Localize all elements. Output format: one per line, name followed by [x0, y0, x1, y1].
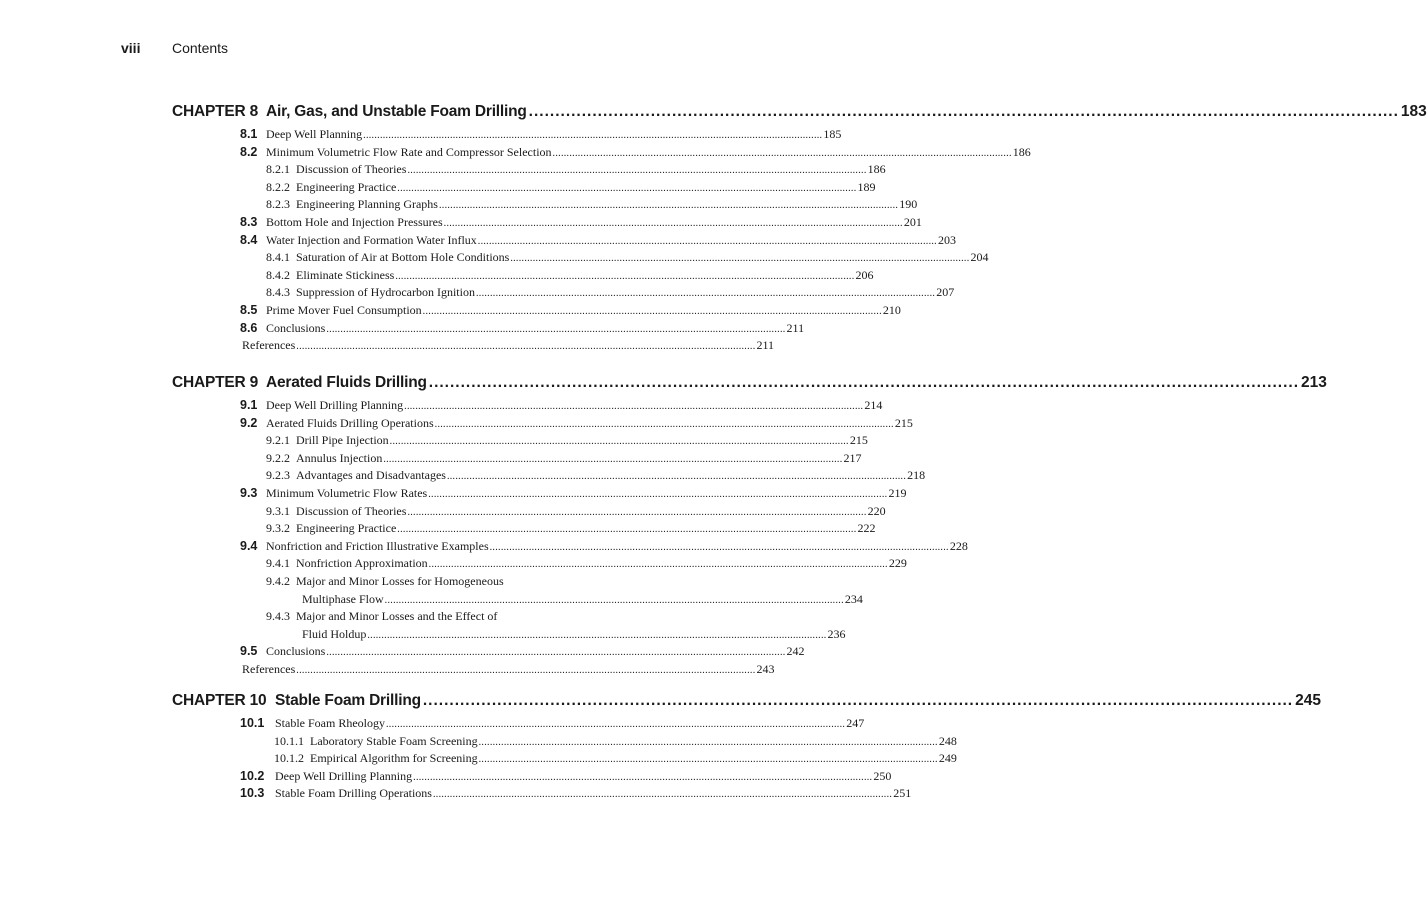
chapter-heading[interactable] — [172, 103, 1427, 123]
entry-line — [266, 127, 842, 142]
entry-line — [275, 716, 865, 731]
section-number: 8.3 — [240, 214, 258, 229]
section-number: 9.4 — [240, 538, 258, 553]
entry-title: Aerated Fluids Drilling Operations — [266, 415, 434, 430]
section-entry[interactable] — [172, 716, 865, 734]
dot-leader: .................................................................................................................................................................... — [384, 594, 844, 606]
chapter-title-line — [266, 374, 1327, 392]
chapter-title: Air, Gas, and Unstable Foam Drilling — [266, 103, 527, 120]
entry-title: Annulus Injection — [296, 450, 383, 465]
entry-title: Bottom Hole and Injection Pressures — [266, 214, 443, 229]
entry-line — [266, 144, 1031, 160]
entry-title: References — [242, 338, 296, 353]
dot-leader: .................................................................................................................................................................... — [422, 305, 882, 317]
chapter-label: CHAPTER 10 — [172, 692, 267, 709]
entry-page-number: 186 — [867, 162, 886, 177]
dot-leader: .................................................................................................................................................................... — [432, 789, 893, 801]
entry-title: Minimum Volumetric Flow Rate and Compressor Selection — [266, 144, 552, 159]
entry-page-number: 215 — [894, 415, 913, 430]
entry-page-number: 234 — [844, 591, 863, 606]
section-number: 9.5 — [240, 644, 258, 659]
entry-line — [266, 450, 862, 466]
section-entry[interactable] — [172, 320, 805, 339]
entry-line — [266, 162, 886, 177]
section-number: 8.4 — [240, 232, 258, 247]
entry-title: Major and Minor Losses for Homogeneous — [296, 573, 504, 588]
subsection-number: 9.2.1 — [266, 433, 290, 448]
entry-page-number: 243 — [756, 661, 775, 676]
chapter-title: Stable Foam Drilling — [275, 692, 421, 709]
subsection-number: 8.2.1 — [266, 162, 290, 177]
subsection-entry[interactable] — [172, 450, 862, 469]
chapter-title-line — [266, 103, 1427, 121]
section-number: 8.1 — [240, 127, 258, 141]
references-entry[interactable] — [172, 338, 775, 356]
subsection-entry[interactable] — [172, 197, 918, 215]
section-entry[interactable] — [172, 786, 912, 804]
entry-line — [266, 285, 955, 300]
entry-title: Nonfriction Approximation — [296, 556, 428, 571]
page-number: viii — [121, 40, 141, 56]
entry-page-number: 189 — [857, 179, 876, 194]
dot-leader: .................................................................................................................................................................... — [296, 664, 756, 676]
entry-title: Engineering Practice — [296, 179, 397, 194]
entry-page-number: 186 — [1012, 144, 1031, 159]
chapter-title: Aerated Fluids Drilling — [266, 374, 427, 391]
subsection-entry[interactable] — [172, 179, 876, 198]
entry-page-number: 201 — [903, 214, 922, 229]
section-number: 10.2 — [240, 768, 265, 783]
entry-page-number: 219 — [888, 485, 907, 500]
dot-leader: .................................................................................................................................................................... — [422, 692, 1294, 709]
entry-page-number: 204 — [970, 250, 989, 265]
chapter-page-number: 183 — [1400, 103, 1427, 120]
entry-page-number: 220 — [867, 503, 886, 518]
dot-leader: .................................................................................................................................................................... — [367, 629, 827, 641]
entry-line — [266, 503, 886, 519]
section-entry[interactable] — [172, 214, 922, 233]
entry-line — [242, 338, 775, 353]
section-number: 8.5 — [240, 302, 258, 317]
chapter-heading[interactable] — [172, 692, 1321, 712]
subsection-number: 9.2.3 — [266, 468, 290, 483]
entry-line — [266, 485, 907, 501]
entry-title: Drill Pipe Injection — [296, 433, 389, 448]
dot-leader: .................................................................................................................................................................... — [397, 182, 857, 194]
dot-leader: .................................................................................................................................................................... — [404, 401, 864, 412]
chapter-label: CHAPTER 9 — [172, 374, 259, 391]
entry-line — [302, 591, 863, 607]
entry-line — [274, 751, 957, 766]
subsection-number: 8.2.3 — [266, 197, 290, 212]
entry-page-number: 190 — [899, 197, 918, 212]
entry-title: References — [242, 661, 296, 676]
entry-line — [275, 786, 912, 801]
entry-title: Engineering Practice — [296, 521, 397, 536]
running-title: Contents — [172, 40, 229, 56]
entry-line — [274, 733, 957, 749]
section-entry[interactable] — [172, 644, 805, 662]
dot-leader: .................................................................................................................................................................... — [552, 147, 1012, 159]
entry-title: Engineering Planning Graphs — [296, 197, 438, 212]
entry-title: Minimum Volumetric Flow Rates — [266, 485, 428, 500]
subsection-number: 9.3.2 — [266, 521, 290, 536]
entry-page-number: 249 — [938, 751, 957, 766]
subsection-entry[interactable] — [172, 267, 874, 286]
entry-title: Empirical Algorithm for Screening — [310, 751, 478, 766]
entry-page-number: 210 — [882, 302, 901, 317]
entry-list — [172, 716, 957, 804]
dot-leader: .................................................................................................................................................................... — [478, 754, 938, 766]
dot-leader: .................................................................................................................................................................... — [296, 341, 756, 353]
entry-title: Discussion of Theories — [296, 503, 407, 518]
entry-page-number: 185 — [823, 127, 842, 141]
entry-title: Nonfriction and Friction Illustrative Examples — [266, 538, 489, 553]
entry-page-number: 218 — [907, 468, 926, 483]
entry-page-number: 229 — [888, 556, 907, 571]
subsection-number: 9.2.2 — [266, 450, 290, 465]
entry-line — [266, 320, 805, 336]
dot-leader: .................................................................................................................................................................... — [475, 288, 936, 300]
dot-leader: .................................................................................................................................................................... — [386, 719, 846, 730]
entry-line — [266, 398, 883, 413]
subsection-entry[interactable] — [172, 250, 989, 268]
entry-page-number: 250 — [873, 768, 892, 783]
entry-title-first-line — [266, 574, 504, 589]
entry-line — [266, 433, 868, 448]
entry-line — [266, 250, 989, 265]
entry-title: Suppression of Hydrocarbon Ignition — [296, 285, 475, 300]
entry-title: Deep Well Planning — [266, 127, 363, 141]
entry-page-number: 228 — [949, 538, 968, 553]
entry-page-number: 217 — [843, 450, 862, 465]
entry-line — [266, 644, 805, 659]
section-number: 9.3 — [240, 485, 258, 500]
entry-line — [266, 556, 907, 571]
section-number: 8.6 — [240, 320, 258, 335]
subsection-entry[interactable] — [172, 285, 955, 303]
entry-page-number: 215 — [849, 433, 868, 448]
dot-leader: .................................................................................................................................................................... — [510, 253, 970, 265]
dot-leader: .................................................................................................................................................................... — [407, 506, 867, 518]
dot-leader: .................................................................................................................................................................... — [438, 200, 899, 212]
chapter-section — [172, 374, 1327, 680]
dot-leader: .................................................................................................................................................................... — [326, 323, 786, 335]
subsection-entry[interactable] — [172, 609, 846, 644]
dot-leader: .................................................................................................................................................................... — [363, 130, 823, 141]
chapter-section — [172, 103, 1427, 356]
dot-leader: .................................................................................................................................................................... — [428, 559, 888, 571]
dot-leader: .................................................................................................................................................................... — [389, 436, 849, 448]
entry-title: Advantages and Disadvantages — [296, 468, 446, 483]
dot-leader: .................................................................................................................................................................... — [446, 471, 907, 483]
entry-page-number: 242 — [786, 644, 805, 659]
dot-leader: .................................................................................................................................................................... — [443, 217, 903, 229]
chapter-page-number: 245 — [1295, 692, 1321, 709]
entry-page-number: 214 — [864, 398, 883, 412]
entry-line — [275, 768, 892, 784]
entry-title: Eliminate Stickiness — [296, 267, 395, 282]
entry-page-number: 211 — [786, 320, 805, 335]
section-number: 9.1 — [240, 398, 258, 412]
dot-leader: .................................................................................................................................................................... — [407, 165, 867, 177]
entry-title-first-line — [266, 609, 497, 624]
entry-line — [266, 267, 874, 283]
subsection-entry[interactable] — [172, 468, 926, 486]
entry-page-number: 248 — [938, 733, 957, 748]
subsection-number: 9.4.1 — [266, 556, 290, 571]
entry-title: Saturation of Air at Bottom Hole Conditions — [296, 250, 510, 265]
entry-page-number: 251 — [893, 786, 912, 801]
entry-title: Prime Mover Fuel Consumption — [266, 302, 422, 317]
running-header — [0, 40, 730, 60]
entry-title: Discussion of Theories — [296, 162, 407, 177]
subsection-number: 9.4.3 — [266, 609, 290, 624]
entry-list — [172, 398, 968, 680]
entry-title: Laboratory Stable Foam Screening — [310, 733, 478, 748]
subsection-entry[interactable] — [172, 573, 863, 609]
subsection-entry[interactable] — [172, 521, 876, 539]
entry-page-number: 203 — [937, 232, 956, 247]
entry-title-continued: Multiphase Flow — [302, 591, 384, 606]
subsection-entry[interactable] — [172, 503, 886, 522]
entry-title: Stable Foam Rheology — [275, 716, 385, 730]
entry-line — [266, 538, 968, 554]
entry-page-number: 222 — [857, 521, 876, 536]
section-entry[interactable] — [172, 127, 842, 145]
subsection-number: 8.4.1 — [266, 250, 290, 265]
section-number: 9.2 — [240, 415, 258, 430]
dot-leader: .................................................................................................................................................................... — [395, 270, 855, 282]
section-entry[interactable] — [172, 415, 913, 434]
entry-line — [266, 468, 926, 483]
entry-line — [266, 302, 901, 318]
entry-line — [302, 626, 846, 642]
entry-page-number: 207 — [936, 285, 955, 300]
section-entry[interactable] — [172, 232, 956, 251]
dot-leader: .................................................................................................................................................................... — [413, 771, 873, 783]
entry-title: Major and Minor Losses and the Effect of — [296, 609, 498, 624]
subsection-entry[interactable] — [172, 751, 957, 769]
entry-title: Water Injection and Formation Water Influx — [266, 232, 477, 247]
entry-title-continued: Fluid Holdup — [302, 626, 367, 641]
subsection-number: 8.4.3 — [266, 285, 290, 300]
dot-leader: .................................................................................................................................................................... — [434, 418, 894, 430]
entry-title: Conclusions — [266, 644, 326, 659]
section-number: 10.3 — [240, 786, 265, 801]
section-entry[interactable] — [172, 302, 901, 321]
subsection-number: 8.4.2 — [266, 267, 290, 282]
entry-page-number: 211 — [756, 338, 775, 353]
dot-leader: .................................................................................................................................................................... — [478, 736, 938, 748]
entry-line — [266, 214, 922, 230]
entry-title: Deep Well Drilling Planning — [275, 768, 413, 783]
dot-leader: .................................................................................................................................................................... — [428, 374, 1300, 391]
chapter-heading[interactable] — [172, 374, 1327, 394]
entry-title: Conclusions — [266, 320, 326, 335]
dot-leader: .................................................................................................................................................................... — [428, 488, 888, 500]
entry-line — [266, 521, 876, 536]
subsection-entry[interactable] — [172, 162, 886, 180]
entry-title: Deep Well Drilling Planning — [266, 398, 404, 412]
dot-leader: .................................................................................................................................................................... — [477, 235, 937, 247]
section-entry[interactable] — [172, 485, 907, 504]
dot-leader: .................................................................................................................................................................... — [326, 647, 786, 659]
entry-page-number: 206 — [855, 267, 874, 282]
entry-line — [266, 415, 913, 431]
subsection-number: 9.3.1 — [266, 503, 290, 518]
section-entry[interactable] — [172, 144, 1031, 163]
subsection-number: 10.1.2 — [274, 751, 304, 766]
subsection-entry[interactable] — [172, 733, 957, 752]
entry-line — [266, 179, 876, 195]
entry-page-number: 247 — [846, 716, 865, 730]
chapter-page-number: 213 — [1301, 374, 1327, 391]
entry-page-number: 236 — [827, 626, 846, 641]
subsection-number: 9.4.2 — [266, 573, 290, 588]
chapter-title-line — [275, 692, 1321, 710]
entry-title: Stable Foam Drilling Operations — [275, 786, 432, 801]
subsection-number: 8.2.2 — [266, 179, 290, 194]
chapter-section — [172, 692, 1321, 804]
subsection-entry[interactable] — [172, 556, 907, 574]
entry-list — [172, 127, 1031, 356]
entry-line — [266, 197, 918, 212]
entry-line — [266, 232, 956, 248]
subsection-number: 10.1.1 — [274, 733, 304, 748]
dot-leader: .................................................................................................................................................................... — [397, 524, 857, 536]
section-entry[interactable] — [172, 398, 883, 416]
dot-leader: .................................................................................................................................................................... — [489, 541, 949, 553]
section-number: 8.2 — [240, 144, 258, 159]
chapter-label: CHAPTER 8 — [172, 103, 259, 120]
references-entry[interactable] — [172, 661, 775, 680]
entry-line — [242, 661, 775, 677]
subsection-entry[interactable] — [172, 433, 868, 451]
dot-leader: .................................................................................................................................................................... — [383, 453, 843, 465]
section-number: 10.1 — [240, 716, 265, 730]
section-entry[interactable] — [172, 768, 892, 787]
dot-leader: .................................................................................................................................................................... — [528, 103, 1399, 120]
section-entry[interactable] — [172, 538, 968, 557]
